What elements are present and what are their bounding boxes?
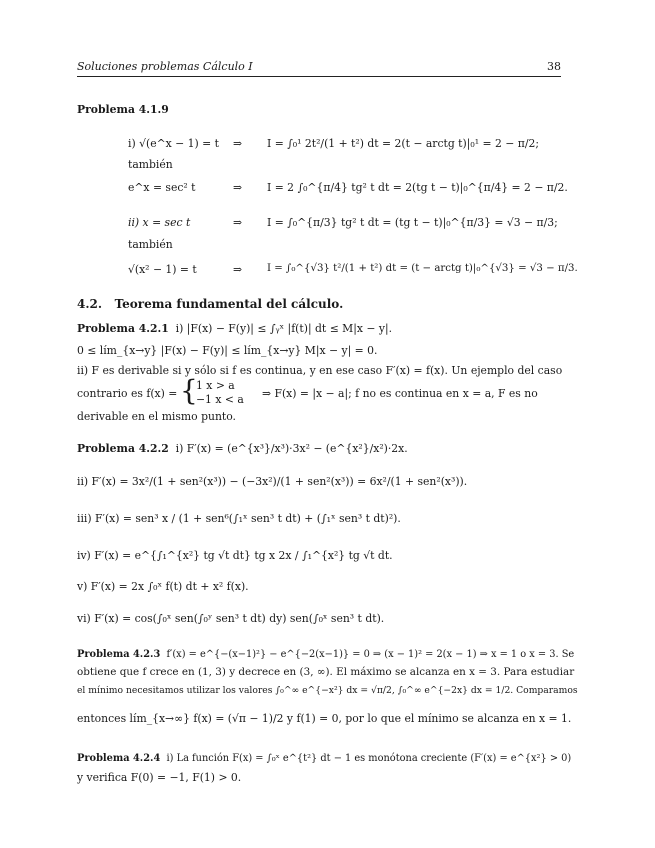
p419-tambien-2: también <box>128 238 173 251</box>
p419-row4-left: √(x² − 1) = t <box>128 263 197 276</box>
p422-item-iii: iii) F′(x) = sen³ x / (1 + sen⁶(∫₁ˣ sen³ t dt) + (∫₁ˣ sen³ t dt)²). <box>77 512 401 525</box>
header-title: Soluciones problemas Cálculo I <box>77 60 253 73</box>
p421-line1: i) |F(x) − F(y)| ≤ ∫ᵧˣ |f(t)| dt ≤ M|x − y|. <box>175 322 393 335</box>
problem-4-2-3-title: Problema 4.2.3 <box>77 649 161 660</box>
p423-line1: f′(x) = e^{−(x−1)²} − e^{−2(x−1)} = 0 ⇒ (x − 1)² = 2(x − 1) ⇒ x = 1 o x = 3. Se <box>166 649 575 660</box>
problem-4-2-1 <box>77 322 392 336</box>
p422-item-v: v) F′(x) = 2x ∫₀ˣ f(t) dt + x² f(x). <box>77 580 249 593</box>
p419-row3-arrow: ⇒ <box>233 216 243 229</box>
problem-4-2-4 <box>77 752 571 766</box>
problem-4-2-1-title: Problema 4.2.1 <box>77 322 169 335</box>
p421-case2: −1 x < a <box>196 393 244 406</box>
p423-line2: obtiene que f crece en (1, 3) y decrece en (3, ∞). El máximo se alcanza en x = 3. Para estudiar <box>77 666 575 678</box>
p422-item-vi: vi) F′(x) = cos(∫₀ˣ sen(∫₀ʸ sen³ t dt) dy) sen(∫₀ˣ sen³ t dt). <box>77 612 385 625</box>
p423-line3: el mínimo necesitamos utilizar los valores ∫₀^∞ e^{−x²} dx = √π/2, ∫₀^∞ e^{−2x} dx = 1/2. Comparamos <box>77 685 578 696</box>
header-page-number: 38 <box>547 60 561 73</box>
p419-row1-left: i) √(e^x − 1) = t <box>128 137 219 150</box>
p421-line2: 0 ≤ lím_{x→y} |F(x) − F(y)| ≤ lím_{x→y} M|x − y| = 0. <box>77 344 378 357</box>
problem-4-1-9-title: Problema 4.1.9 <box>77 103 169 116</box>
p422-item-ii: ii) F′(x) = 3x²/(1 + sen²(x³)) − (−3x²)/(1 + sen²(x³)) = 6x²/(1 + sen²(x³)). <box>77 475 468 488</box>
p419-row3-left: ii) x = sec t <box>128 216 191 229</box>
section-title: Teorema fundamental del cálculo. <box>114 297 344 311</box>
p419-row3-right: I = ∫₀^{π/3} tg² t dt = (tg t − t)|₀^{π/3} = √3 − π/3; <box>267 216 558 229</box>
p422-item-i: i) F′(x) = (e^{x³}/x³)·3x² − (e^{x²}/x²)·2x. <box>175 442 408 455</box>
brace-glyph: { <box>180 374 198 407</box>
p421-case1: 1 x > a <box>196 379 235 392</box>
p421-line4a: contrario es f(x) = <box>77 387 178 400</box>
problem-4-2-2 <box>77 442 408 456</box>
p419-row4-arrow: ⇒ <box>233 263 243 276</box>
running-header <box>77 58 561 77</box>
section-number: 4.2. <box>77 297 103 311</box>
p419-row1-right: I = ∫₀¹ 2t²/(1 + t²) dt = 2(t − arctg t)|₀¹ = 2 − π/2; <box>267 137 539 150</box>
p421-line4b: ⇒ F(x) = |x − a|; f no es continua en x = a, F es no <box>262 387 538 400</box>
problem-4-2-4-title: Problema 4.2.4 <box>77 753 161 764</box>
p419-row1-arrow: ⇒ <box>233 137 243 150</box>
p424-line2: y verifica F(0) = −1, F(1) > 0. <box>77 771 242 784</box>
p424-line1: i) La función F(x) = ∫₀ˣ e^{t²} dt − 1 es monótona creciente (F′(x) = e^{x²} > 0) <box>166 753 572 764</box>
p422-item-iv: iv) F′(x) = e^{∫₁^{x²} tg √t dt} tg x 2x / ∫₁^{x²} tg √t dt. <box>77 549 393 562</box>
p421-line3: ii) F es derivable si y sólo si f es continua, y en ese caso F′(x) = f(x). Un ejemplo del caso <box>77 364 563 377</box>
p423-line4: entonces lím_{x→∞} f(x) = (√π − 1)/2 y f(1) = 0, por lo que el mínimo se alcanza en x = 1. <box>77 712 572 725</box>
p419-row4-right: I = ∫₀^{√3} t²/(1 + t²) dt = (t − arctg t)|₀^{√3} = √3 − π/3. <box>267 263 578 274</box>
p419-tambien-1: también <box>128 158 173 171</box>
p421-line5: derivable en el mismo punto. <box>77 410 236 423</box>
section-heading <box>77 297 343 311</box>
problem-4-2-3 <box>77 648 574 662</box>
problem-4-2-2-title: Problema 4.2.2 <box>77 442 169 455</box>
p419-row2-arrow: ⇒ <box>233 181 243 194</box>
p419-row2-left: e^x = sec² t <box>128 181 196 194</box>
p419-row2-right: I = 2 ∫₀^{π/4} tg² t dt = 2(tg t − t)|₀^{π/4} = 2 − π/2. <box>267 181 568 194</box>
